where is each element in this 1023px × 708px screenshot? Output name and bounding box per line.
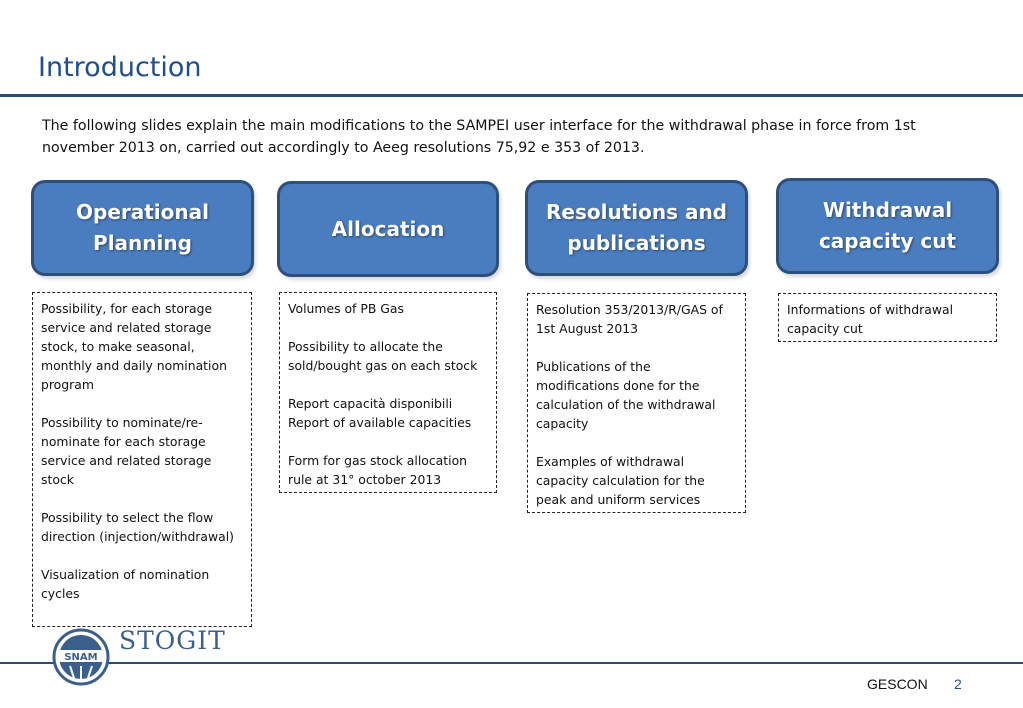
header-label: Withdrawal capacity cut: [818, 198, 957, 253]
header-divider: [0, 94, 1023, 97]
list-item: Resolution 353/2013/R/GAS of 1st August 2013: [536, 302, 723, 336]
list-item: Report capacità disponibili Report of available capacities: [288, 396, 472, 430]
withdrawal-capacity-cut-header: [776, 178, 999, 274]
list-item: Visualization of nomination cycles: [41, 567, 210, 601]
header-label: Resolutions and publications: [545, 200, 727, 255]
list-item: Possibility to select the flow direction (injection/withdrawal): [41, 510, 234, 544]
page-number: 2: [954, 676, 962, 692]
list-item: Possibility, for each storage service and related storage stock, to make seasonal, monthly and daily nomination program: [41, 301, 227, 392]
operational-planning-box: [32, 292, 252, 627]
svg-text:SNAM: SNAM: [64, 652, 98, 663]
footer-divider: [0, 662, 1023, 664]
allocation-box: [279, 292, 497, 493]
snam-logo-icon: [52, 628, 110, 691]
allocation-header: [277, 181, 499, 277]
operational-planning-header: [31, 180, 254, 276]
list-item: Examples of withdrawal capacity calculation for the peak and uniform services: [536, 454, 705, 507]
list-item: Volumes of PB Gas: [288, 301, 404, 316]
list-item: Form for gas stock allocation rule at 31° october 2013: [288, 453, 467, 487]
footer-label: GESCON: [867, 676, 928, 692]
header-label: Operational Planning: [76, 200, 209, 255]
resolutions-publications-box: [527, 293, 746, 513]
list-item: Possibility to allocate the sold/bought gas on each stock: [288, 339, 478, 373]
list-item: Publications of the modifications done for the calculation of the withdrawal capacity: [536, 359, 716, 431]
list-item: Informations of withdrawal capacity cut: [787, 302, 954, 336]
list-item: Possibility to nominate/re-nominate for each storage service and related storage stock: [41, 415, 212, 487]
withdrawal-capacity-cut-box: [778, 293, 997, 342]
resolutions-publications-header: [525, 180, 748, 276]
header-label: Allocation: [331, 216, 445, 241]
page-title: Introduction: [38, 52, 202, 83]
intro-text: The following slides explain the main modifications to the SAMPEI user interface for the withdrawal phase in force from 1st november 2013 on, carried out accordingly to Aeeg resolutions 75,92 e 353 of 2013.: [42, 118, 916, 156]
stogit-logo-text: STOGIT: [119, 626, 226, 655]
